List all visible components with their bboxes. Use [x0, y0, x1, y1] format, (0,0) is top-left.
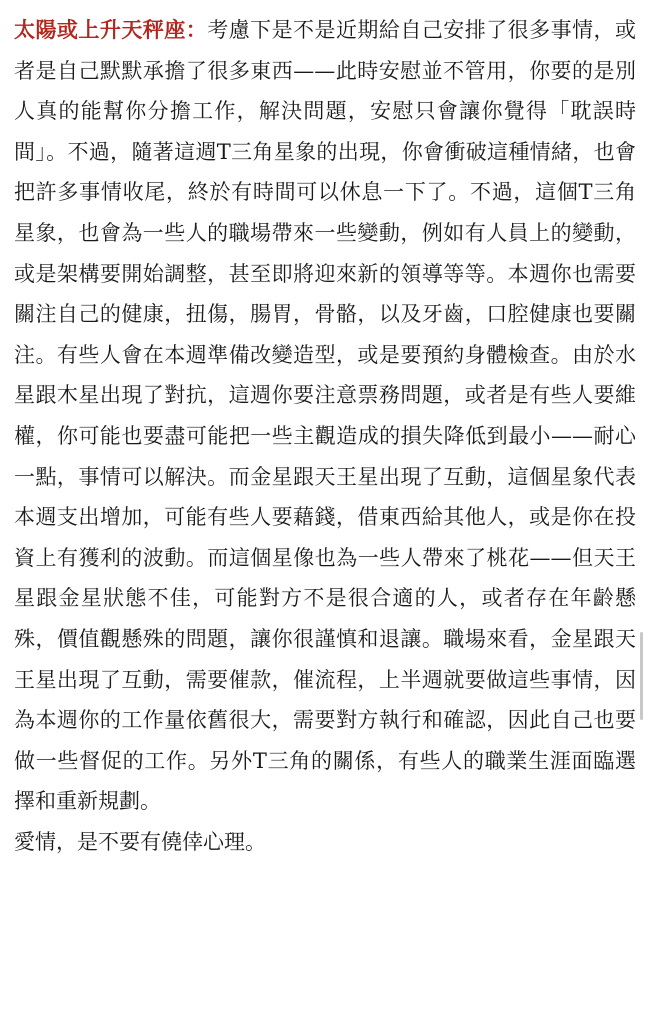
article-paragraph-love: 愛情，是不要有僥倖心理。: [14, 829, 266, 854]
article-paragraph-main: [14, 10, 636, 822]
sign-heading: 太陽或上升天秤座：: [14, 17, 208, 42]
scrollbar-thumb[interactable]: [640, 632, 643, 720]
horoscope-article: [14, 10, 636, 862]
paragraph-body: 考慮下是不是近期給自己安排了很多事情，或者是自己默默承擔了很多東西——此時安慰並不管用，你要的是別人真的能幫你分擔工作，解決問題，安慰只會讓你覺得「耽誤時間」。不過，隨著這週T三角星象的出現，你會衝破這種情緒，也會把許多事情收尾，終於有時間可以休息一下了。不過，這個T三角星象，也會為一些人的職場帶來一些變動，例如有人員上的變動，或是架構要開始調整，甚至即將迎來新的領導等等。本週你也需要關注自己的健康，扭傷，腸胃，骨骼，以及牙齒，口腔健康也要關注。有些人會在本週準備改變造型，或是要預約身體檢查。由於水星跟木星出現了對抗，這週你要注意票務問題，或者是有些人要維權，你可能也要盡可能把一些主觀造成的損失降低到最小——耐心一點，事情可以解決。而金星跟天王星出現了互動，這個星象代表本週支出增加，可能有些人要藉錢，借東西給其他人，或是你在投資上有獲利的波動。而這個星像也為一些人帶來了桃花——但天王星跟金星狀態不佳，可能對方不是很合適的人，或者存在年齡懸殊，價值觀懸殊的問題，讓你很謹慎和退讓。職場來看，金星跟天王星出現了互動，需要催款，催流程，上半週就要做這些事情，因為本週你的工作量依舊很大，需要對方執行和確認，因此自己也要做一些督促的工作。另外T三角的關係，有些人的職業生涯面臨選擇和重新規劃。: [14, 18, 637, 814]
